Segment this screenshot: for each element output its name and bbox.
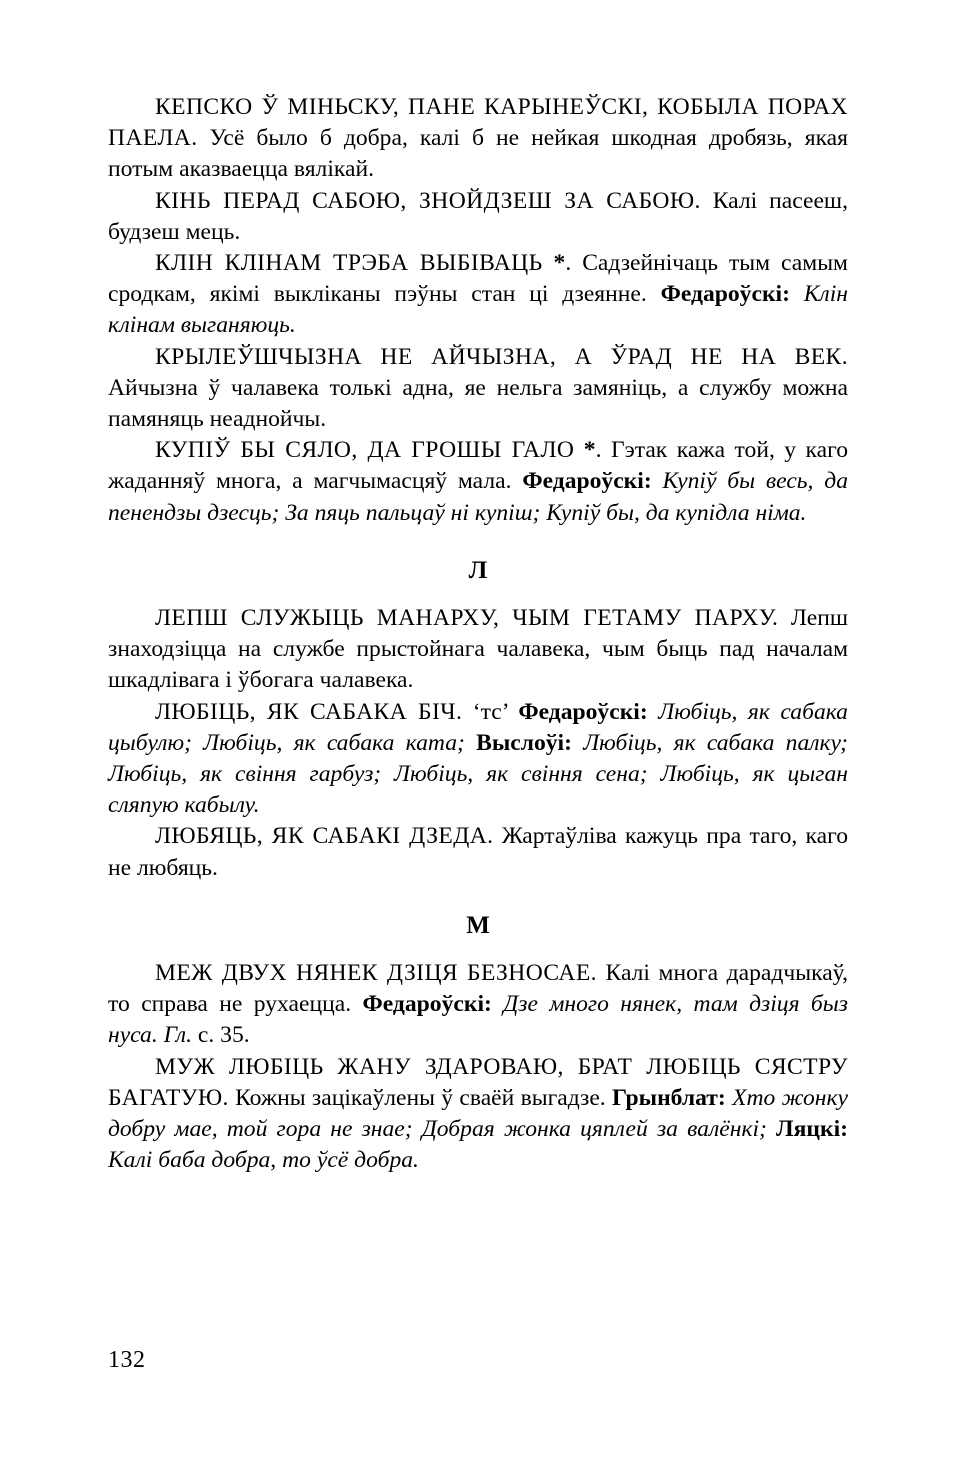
source-variants: Клін клінам выганяюць. bbox=[108, 281, 848, 339]
source-variants: Любіць, як сабака палку; Любіць, як свіння гарбуз; Любіць, як свіння сена; Любіць, як цыган сляпую кабылу. bbox=[108, 729, 848, 819]
dictionary-entry bbox=[108, 958, 848, 1052]
source-name: Грынблат: bbox=[612, 1084, 726, 1111]
entry-gloss: . Гэтак кажа той, у каго жаданняў многа, а магчымасцяў мала. bbox=[108, 437, 849, 495]
source-variants: Купіў бы весь, да пенендзы дзесць; За пяць пальцаў ні купіш; Купіў бы, да купідла німа. bbox=[108, 468, 848, 526]
source-name: Федароўскі: bbox=[660, 281, 790, 308]
dictionary-entry bbox=[108, 821, 848, 883]
page-number: 132 bbox=[108, 1347, 146, 1373]
section-heading-letter: Л bbox=[468, 556, 488, 584]
source-name: Ляцкі: bbox=[776, 1116, 848, 1143]
source-variants: Дзе много нянек, там дзіця быз нуса. bbox=[108, 991, 848, 1049]
entry-headword: КРЫЛЕЎШЧЫЗНА НЕ АЙЧЫЗНА, А ЎРАД НЕ НА ВЕК. bbox=[155, 343, 848, 370]
entry-gloss: ‘тс’ bbox=[462, 698, 519, 725]
crossref-label: Гл. bbox=[163, 1022, 192, 1049]
section-spacer bbox=[108, 529, 848, 555]
source-name: Федароўскі: bbox=[362, 991, 492, 1018]
dictionary-entry bbox=[108, 1052, 848, 1177]
crossref-target: с. 35. bbox=[192, 1022, 250, 1049]
source-name: Федароўскі: bbox=[522, 468, 652, 495]
entry-headword: КІНЬ ПЕРАД САБОЮ, ЗНОЙДЗЕШ ЗА САБОЮ. bbox=[155, 187, 701, 214]
entry-headword: ЛЮБЯЦЬ, ЯК САБАКІ ДЗЕДА. bbox=[155, 823, 494, 850]
dictionary-entry bbox=[108, 92, 848, 186]
entry-headword: МЕЖ ДВУХ НЯНЕК ДЗІЦЯ БЕЗНОСАЕ. bbox=[155, 960, 597, 987]
dictionary-entry bbox=[108, 603, 848, 697]
entry-gloss: Айчызна ў чалавека толькі адна, яе нельга замяніць, а службу можна памяняць неаднойчы. bbox=[108, 374, 848, 433]
entry-gloss: Жартаўліва кажуць пра таго, каго не любяць. bbox=[108, 823, 849, 881]
entry-gloss: Калі пасееш, будзеш мець. bbox=[108, 187, 848, 245]
footnote-asterisk: * bbox=[574, 437, 596, 464]
dictionary-entry bbox=[108, 248, 848, 342]
entry-headword: ЛЮБІЦЬ, ЯК САБАКА БІЧ. bbox=[155, 698, 463, 725]
dictionary-entry bbox=[108, 342, 848, 436]
entry-headword: ЛЕПШ СЛУЖЫЦЬ МАНАРХУ, ЧЫМ ГЕТАМУ ПАРХУ. bbox=[155, 605, 779, 632]
section-spacer bbox=[108, 586, 848, 603]
dictionary-entry bbox=[108, 186, 848, 248]
source-variants: Любіць, як сабака цыбулю; Любіць, як сабака ката; bbox=[108, 698, 848, 756]
entry-gloss: Кожны зацікаўлены ў сваёй выгадзе. bbox=[228, 1084, 613, 1111]
entry-headword: МУЖ ЛЮБІЦЬ ЖАНУ ЗДАРОВАЮ, БРАТ ЛЮБІЦЬ СЯСТРУ БАГАТУЮ. bbox=[108, 1053, 848, 1111]
entry-gloss: Усё было б добра, калі б не нейкая шкодная дробязь, якая потым аказваецца вялікай. bbox=[108, 125, 848, 183]
dictionary-entry bbox=[108, 435, 848, 529]
footnote-asterisk: * bbox=[542, 250, 566, 277]
source-variants: Калі баба добра, то ўсё добра. bbox=[108, 1147, 419, 1174]
dictionary-entry bbox=[108, 697, 848, 822]
entry-headword: КУПІЎ БЫ СЯЛО, ДА ГРОШЫ ГАЛО bbox=[155, 437, 575, 464]
page-text-column bbox=[108, 92, 848, 1177]
section-spacer bbox=[108, 941, 848, 958]
source-variants: Хто жонку добру мае, той гора не знае; Добрая жонка цяплей за валёнкі; bbox=[108, 1084, 848, 1143]
entry-headword: КЛІН КЛІНАМ ТРЭБА ВЫБІВАЦЬ bbox=[155, 250, 543, 277]
entry-gloss: Калі многа дарадчыкаў, то справа не рухаецца. bbox=[108, 960, 848, 1018]
section-heading-letter: М bbox=[466, 911, 490, 939]
section-spacer bbox=[108, 884, 848, 910]
entry-headword: КЕПСКО Ў МІНЬСКУ, ПАНЕ КАРЫНЕЎСКІ, КОБЫЛА ПОРАХ ПАЕЛА. bbox=[108, 94, 848, 152]
entry-gloss: Лепш знаходзіцца на службе прыстойнага чалавека, чым быць пад началам шкадлівага і ўбогага чалавека. bbox=[108, 605, 849, 694]
entry-gloss: . Садзейнічаць тым самым сродкам, якімі выкліканы пэўны стан ці дзеянне. bbox=[108, 250, 848, 308]
source-name: Выслоўі: bbox=[476, 729, 572, 756]
source-name: Федароўскі: bbox=[518, 698, 648, 725]
